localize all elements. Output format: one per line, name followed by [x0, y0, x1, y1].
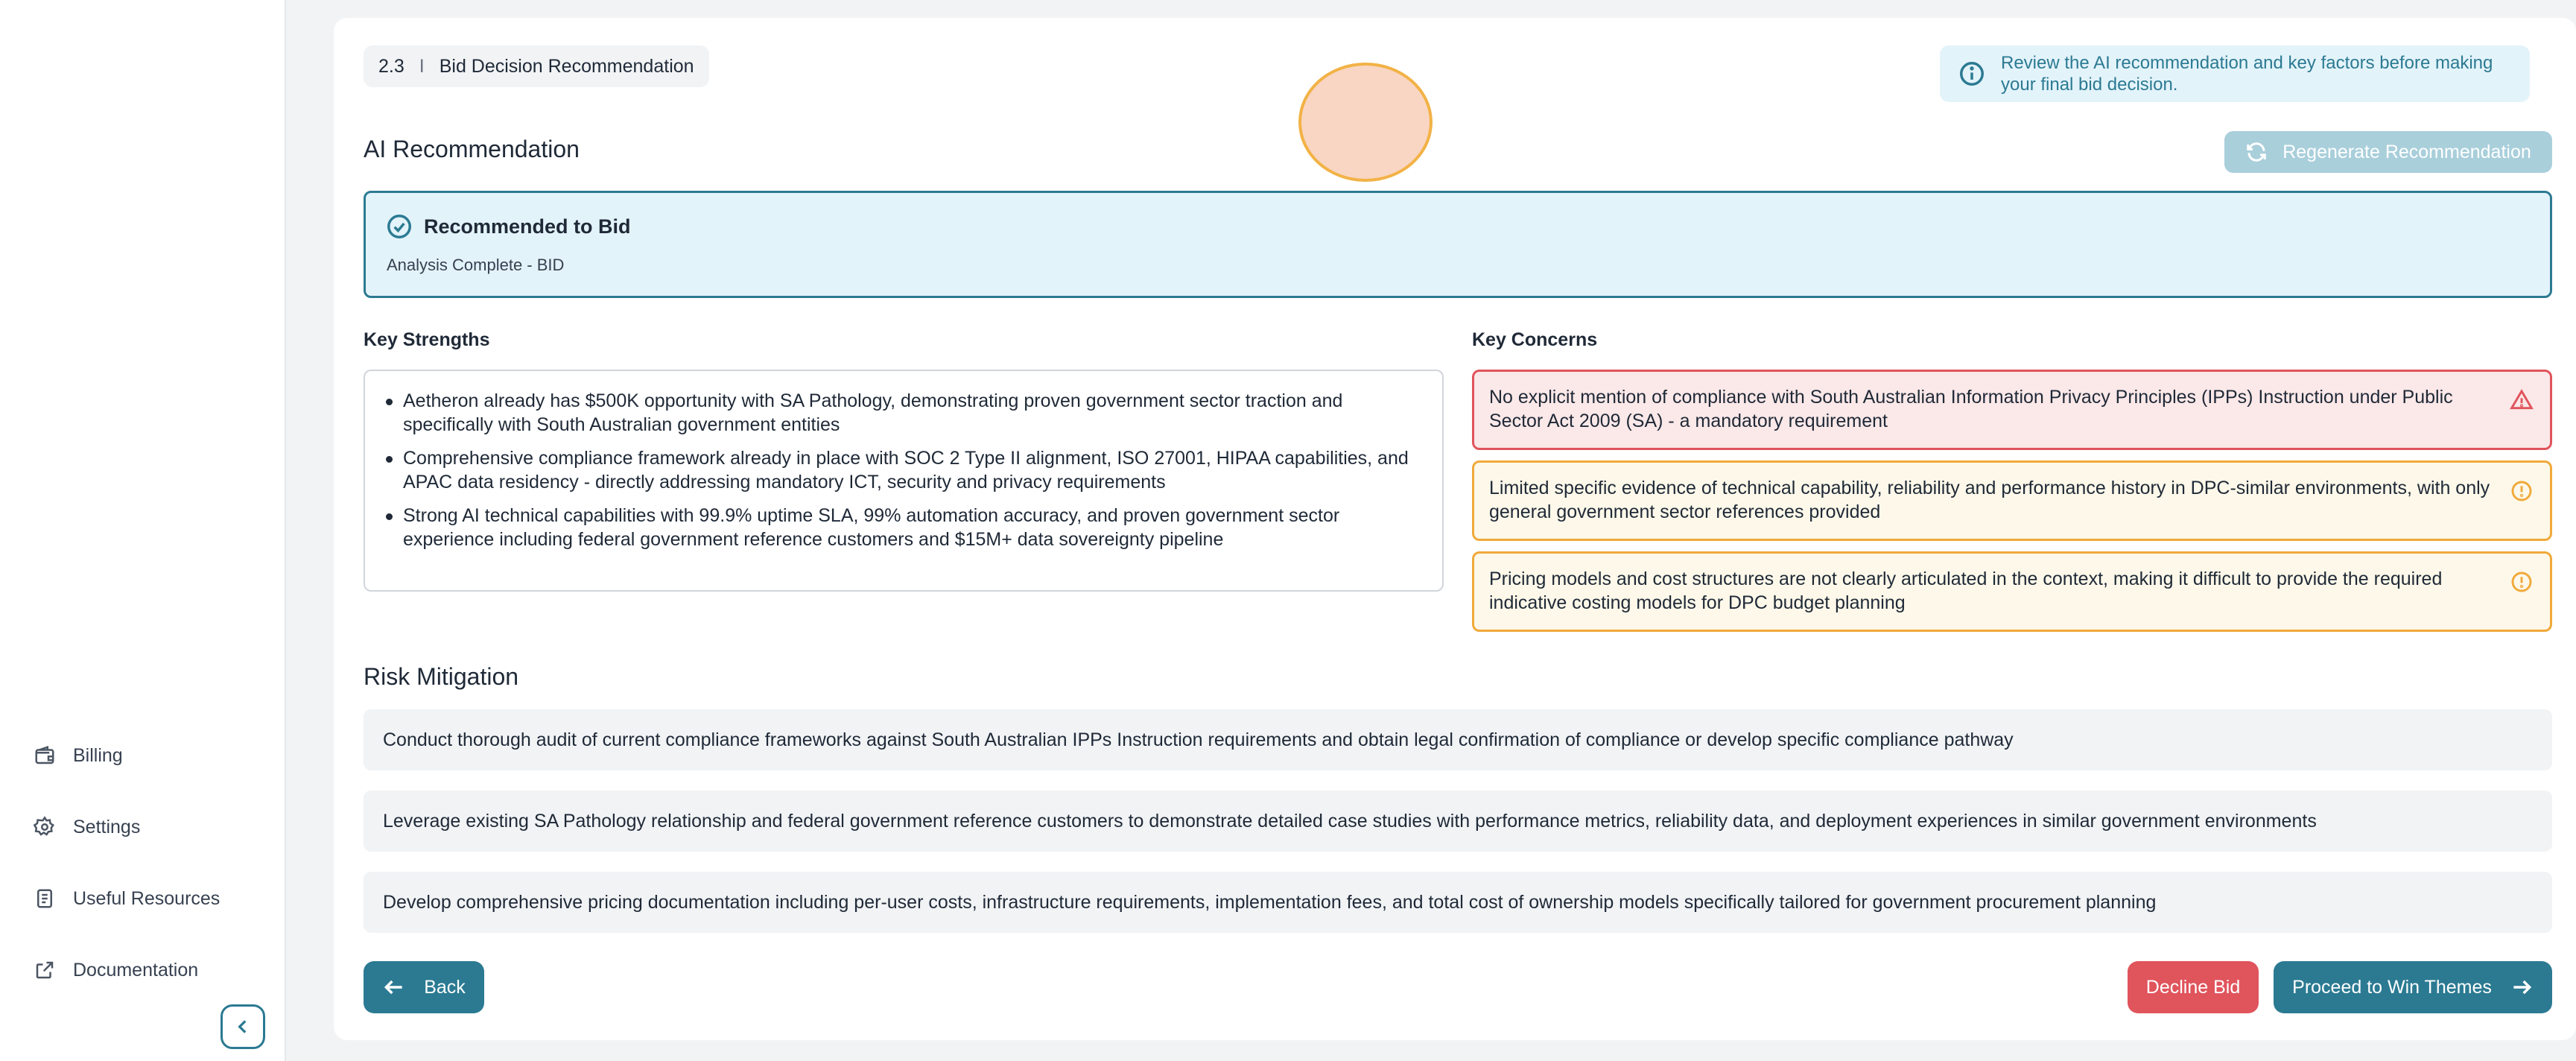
mitigation-item: Develop comprehensive pricing documentation including per-user costs, infrastructure requirements, implementation fees, and total cost of ownership models specifically tailored for government procurement planning — [364, 872, 2552, 933]
back-button[interactable] — [364, 961, 484, 1013]
ai-recommendation-title: AI Recommendation — [364, 136, 580, 162]
mitigation-item: Conduct thorough audit of current compliance frameworks against South Australian IPPs Instruction requirements and obtain legal confirmation of compliance or develop specific compliance pathway — [364, 709, 2552, 770]
info-banner — [1940, 45, 2530, 102]
concern-text: Limited specific evidence of technical capability, reliability and performance history in DPC-similar environments, with only general government sector references provided — [1489, 478, 2490, 522]
step-indicator — [364, 45, 709, 87]
recommendation-title: Recommended to Bid — [424, 215, 631, 238]
recommendation-subtitle: Analysis Complete - BID — [387, 256, 565, 274]
proceed-button[interactable] — [2274, 961, 2552, 1013]
arrow-left-icon — [382, 975, 406, 999]
recommendation-heading — [385, 212, 631, 241]
sidebar — [0, 0, 286, 1061]
sidebar-collapse-button[interactable] — [221, 1004, 265, 1049]
warning-triangle-icon — [2510, 388, 2534, 412]
sidebar-item-billing[interactable] — [31, 733, 123, 778]
main-card — [334, 18, 2576, 1040]
list-item: Strong AI technical capabilities with 99.9% uptime SLA, 99% automation accuracy, and proven government sector experience including federal government reference customers and $15M+ data sovereignty pipeline — [384, 504, 1423, 551]
risk-mitigation-title: Risk Mitigation — [364, 663, 519, 690]
arrow-right-icon — [2510, 975, 2534, 999]
external-link-icon — [31, 957, 58, 984]
concern-item-medium — [1472, 551, 2552, 632]
step-number: 2.3 — [378, 55, 405, 77]
cursor-highlight — [1298, 63, 1433, 182]
list-item: Comprehensive compliance framework already in place with SOC 2 Type II alignment, ISO 27001, HIPAA capabilities, and APAC data residency - directly addressing mandatory ICT, security and privacy requirements — [384, 446, 1423, 494]
sidebar-item-documentation[interactable] — [31, 948, 198, 992]
back-label: Back — [424, 976, 466, 998]
alert-circle-icon — [2510, 479, 2534, 503]
proceed-label: Proceed to Win Themes — [2292, 976, 2492, 998]
mitigation-item: Leverage existing SA Pathology relationship and federal government reference customers to demonstrate detailed case studies with performance metrics, reliability data, and deployment experiences in similar government environments — [364, 791, 2552, 852]
chevron-left-icon — [233, 1017, 253, 1036]
concern-text: Pricing models and cost structures are not clearly articulated in the context, making it difficult to provide the required indicative costing models for DPC budget planning — [1489, 568, 2443, 613]
alert-circle-icon — [2510, 570, 2534, 594]
wallet-icon — [31, 742, 58, 769]
sidebar-item-label: Billing — [73, 744, 123, 766]
recommendation-card — [364, 191, 2552, 298]
concern-item-medium — [1472, 460, 2552, 541]
sidebar-item-label: Settings — [73, 816, 141, 837]
refresh-icon — [2245, 141, 2268, 163]
list-item: Aetheron already has $500K opportunity with SA Pathology, demonstrating proven government sector traction and specifically with South Australian government entities — [384, 389, 1423, 437]
sidebar-item-settings[interactable] — [31, 805, 140, 849]
regenerate-recommendation-button[interactable] — [2224, 131, 2552, 173]
key-concerns-title: Key Concerns — [1472, 329, 1598, 350]
info-icon — [1958, 60, 1986, 88]
key-strengths-list — [364, 370, 1444, 592]
key-strengths-title: Key Strengths — [364, 329, 490, 350]
step-separator: I — [419, 55, 425, 77]
regenerate-label: Regenerate Recommendation — [2282, 141, 2531, 162]
decline-bid-button[interactable] — [2128, 961, 2259, 1013]
check-circle-icon — [385, 212, 413, 241]
clipboard-icon — [31, 885, 58, 912]
sidebar-item-useful-resources[interactable] — [31, 876, 220, 921]
decline-label: Decline Bid — [2145, 976, 2241, 998]
gear-icon — [31, 814, 58, 840]
info-text: Review the AI recommendation and key factors before making your final bid decision. — [2001, 53, 2493, 95]
concern-item-high — [1472, 370, 2552, 450]
step-title: Bid Decision Recommendation — [439, 55, 694, 77]
sidebar-item-label: Useful Resources — [73, 887, 221, 909]
sidebar-item-label: Documentation — [73, 959, 199, 981]
concern-text: No explicit mention of compliance with South Australian Information Privacy Principles (IPPs) Instruction under Public Sector Act 2009 (SA) - a mandatory requirement — [1489, 387, 2453, 431]
